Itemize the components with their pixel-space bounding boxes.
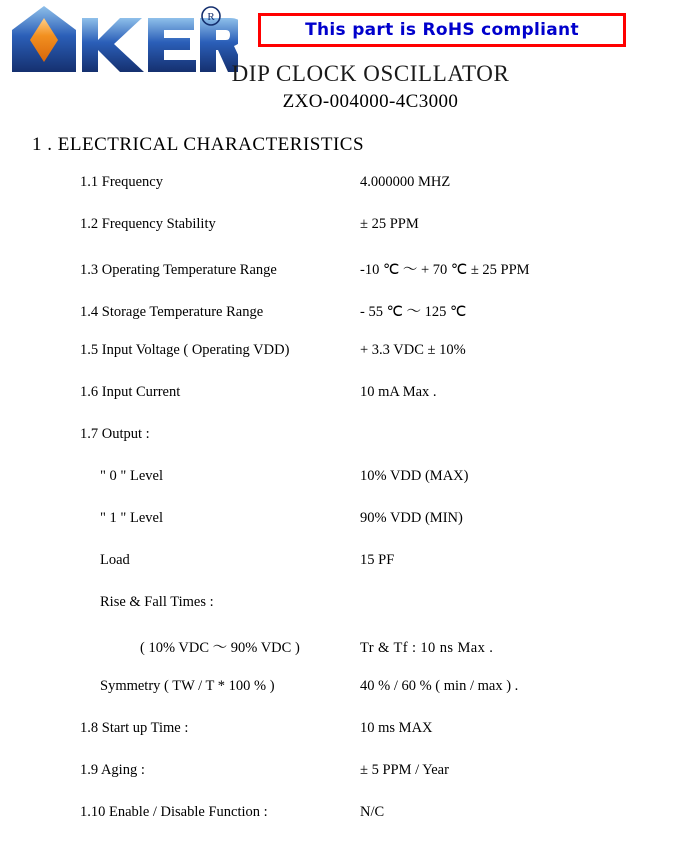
spec-value: Tr & Tf : 10 ns Max . [360,640,494,656]
spec-value: -10 ℃ ～ + 70 ℃ ± 25 PPM [360,262,530,278]
spec-value: 4.000000 MHZ [360,174,451,190]
spec-row [0,510,691,552]
svg-text:R: R [207,11,215,23]
spec-row [0,468,691,510]
spec-row [0,384,691,426]
spec-label: 1.8 Start up Time : [80,720,189,736]
spec-row [0,804,691,846]
spec-row [0,258,691,300]
rohs-compliance-text: This part is RoHS compliant [305,20,579,40]
spec-row [0,678,691,720]
spec-value: ± 25 PPM [360,216,419,232]
spec-value: 90% VDD (MIN) [360,510,463,526]
document-title: DIP CLOCK OSCILLATOR [231,61,510,86]
spec-label: 1.3 Operating Temperature Range [80,262,277,278]
spec-label: ( 10% VDC ～ 90% VDC ) [140,640,300,656]
spec-label: 1.4 Storage Temperature Range [80,304,264,320]
spec-label: Symmetry ( TW / T * 100 % ) [100,678,275,694]
spec-value: N/C [360,804,385,820]
spec-row [0,594,691,636]
spec-row [0,552,691,594]
spec-label: 1.5 Input Voltage ( Operating VDD) [80,342,290,358]
rohs-compliance-badge [258,13,626,47]
spec-row [0,342,691,384]
spec-row [0,174,691,216]
spec-label: 1.1 Frequency [80,174,163,190]
spec-label: " 1 " Level [100,510,163,526]
spec-value: - 55 ℃ ～ 125 ℃ [360,304,467,320]
spec-row [0,300,691,342]
title-block [0,60,691,113]
spec-label: 1.2 Frequency Stability [80,216,216,232]
part-number: ZXO-004000-4C3000 [282,90,459,112]
spec-value: ± 5 PPM / Year [360,762,449,778]
spec-value: 10 ms MAX [360,720,433,736]
spec-label: 1.7 Output : [80,426,150,442]
document-header [0,0,691,118]
specifications-list [0,174,691,846]
spec-label: " 0 " Level [100,468,163,484]
spec-value: + 3.3 VDC ± 10% [360,342,466,358]
spec-row [0,216,691,258]
spec-label: 1.10 Enable / Disable Function : [80,804,268,820]
spec-label: 1.6 Input Current [80,384,181,400]
spec-value: 10 mA Max . [360,384,437,400]
spec-label: 1.9 Aging : [80,762,145,778]
section-heading-electrical-characteristics: 1 . ELECTRICAL CHARACTERISTICS [32,134,365,155]
spec-value: 10% VDD (MAX) [360,468,469,484]
spec-label: Load [100,552,130,568]
spec-row [0,720,691,762]
spec-row [0,426,691,468]
spec-value: 15 PF [360,552,395,568]
spec-value: 40 % / 60 % ( min / max ) . [360,678,519,694]
spec-row [0,762,691,804]
spec-label: Rise & Fall Times : [100,594,214,610]
spec-row [0,636,691,678]
